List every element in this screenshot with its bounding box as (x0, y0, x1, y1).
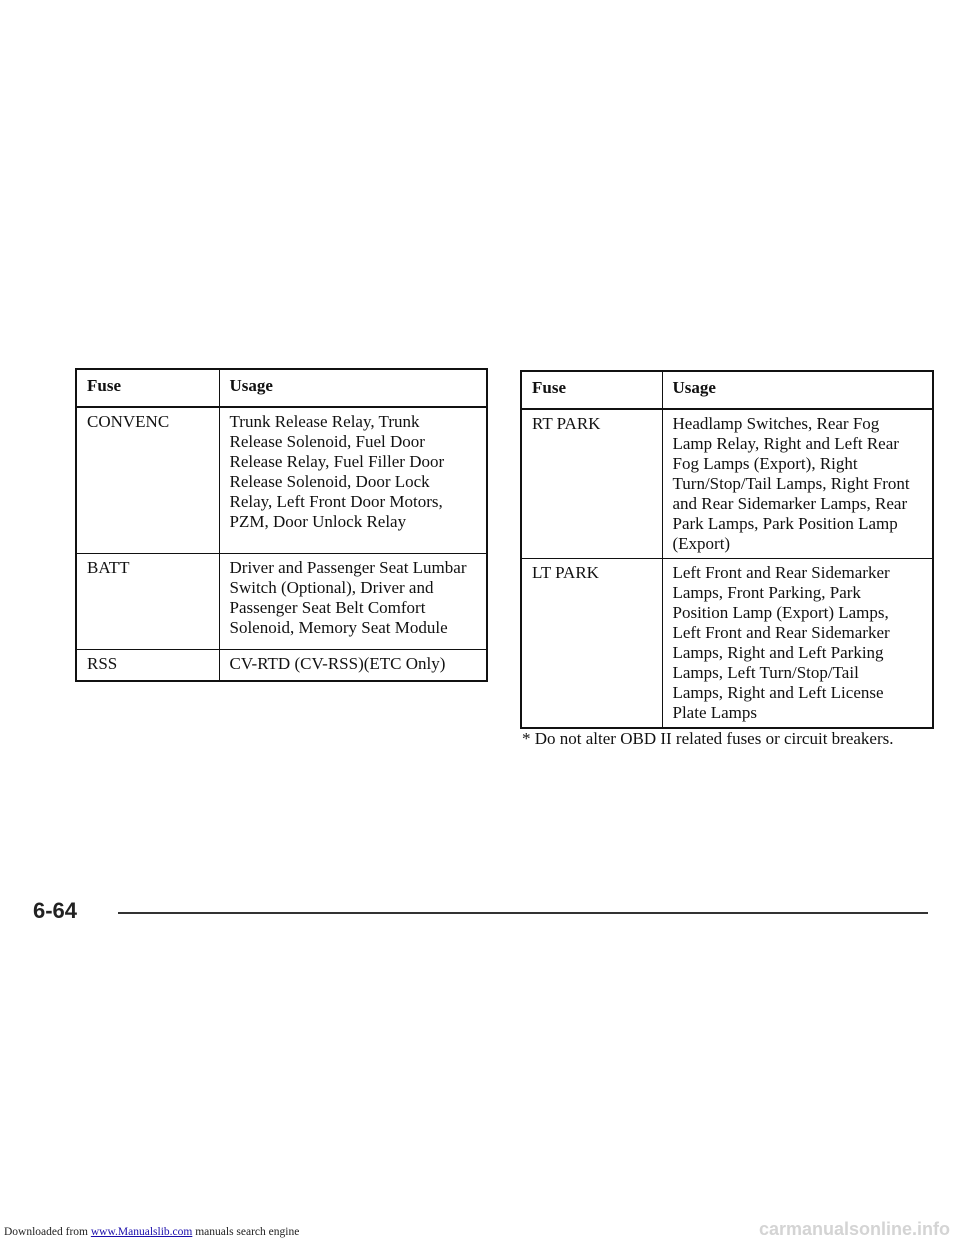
download-banner (4, 1226, 299, 1238)
page-divider (118, 912, 928, 914)
table-row (76, 649, 487, 681)
column-header-usage: Usage (662, 371, 933, 409)
fuse-name: CONVENC (76, 407, 219, 553)
fuse-usage: Trunk Release Relay, Trunk Release Solenoid, Fuel Door Release Relay, Fuel Filler Door Release Solenoid, Door Lock Relay, Left Front Door Motors, PZM, Door Unlock Relay (219, 407, 487, 553)
footnote: * Do not alter OBD II related fuses or circuit breakers. (522, 729, 894, 748)
table-row (521, 409, 933, 559)
table-header-row (521, 371, 933, 409)
fuse-table-right (520, 370, 934, 729)
fuse-name: BATT (76, 553, 219, 649)
fuse-name: RT PARK (521, 409, 662, 559)
fuse-name: RSS (76, 649, 219, 681)
fuse-table-left (75, 368, 488, 682)
table-row (521, 559, 933, 729)
column-header-usage: Usage (219, 369, 487, 407)
banner-suffix: manuals search engine (192, 1226, 300, 1238)
column-header-fuse: Fuse (76, 369, 219, 407)
table-row (76, 407, 487, 553)
fuse-usage: Left Front and Rear Sidemarker Lamps, Front Parking, Park Position Lamp (Export) Lamps, Left Front and Rear Sidemarker Lamps, Right and Left Parking Lamps, Left Turn/Stop/Tail Lamps, Right and Left License Plate Lamps (662, 559, 933, 729)
fuse-name: LT PARK (521, 559, 662, 729)
watermark: carmanualsonline.info (758, 1219, 950, 1239)
fuse-usage: CV-RTD (CV-RSS)(ETC Only) (219, 649, 487, 681)
page-number: 6-64 (33, 898, 78, 923)
column-header-fuse: Fuse (521, 371, 662, 409)
fuse-usage: Headlamp Switches, Rear Fog Lamp Relay, Right and Left Rear Fog Lamps (Export), Right Turn/Stop/Tail Lamps, Right Front and Rear Sidemarker Lamps, Rear Park Lamps, Park Position Lamp (Export) (662, 409, 933, 559)
manualslib-link[interactable]: www.Manualslib.com (90, 1226, 193, 1238)
table-header-row (76, 369, 487, 407)
table-row (76, 553, 487, 649)
fuse-usage: Driver and Passenger Seat Lumbar Switch (Optional), Driver and Passenger Seat Belt Comfort Solenoid, Memory Seat Module (219, 553, 487, 649)
banner-prefix: Downloaded from (4, 1226, 91, 1238)
